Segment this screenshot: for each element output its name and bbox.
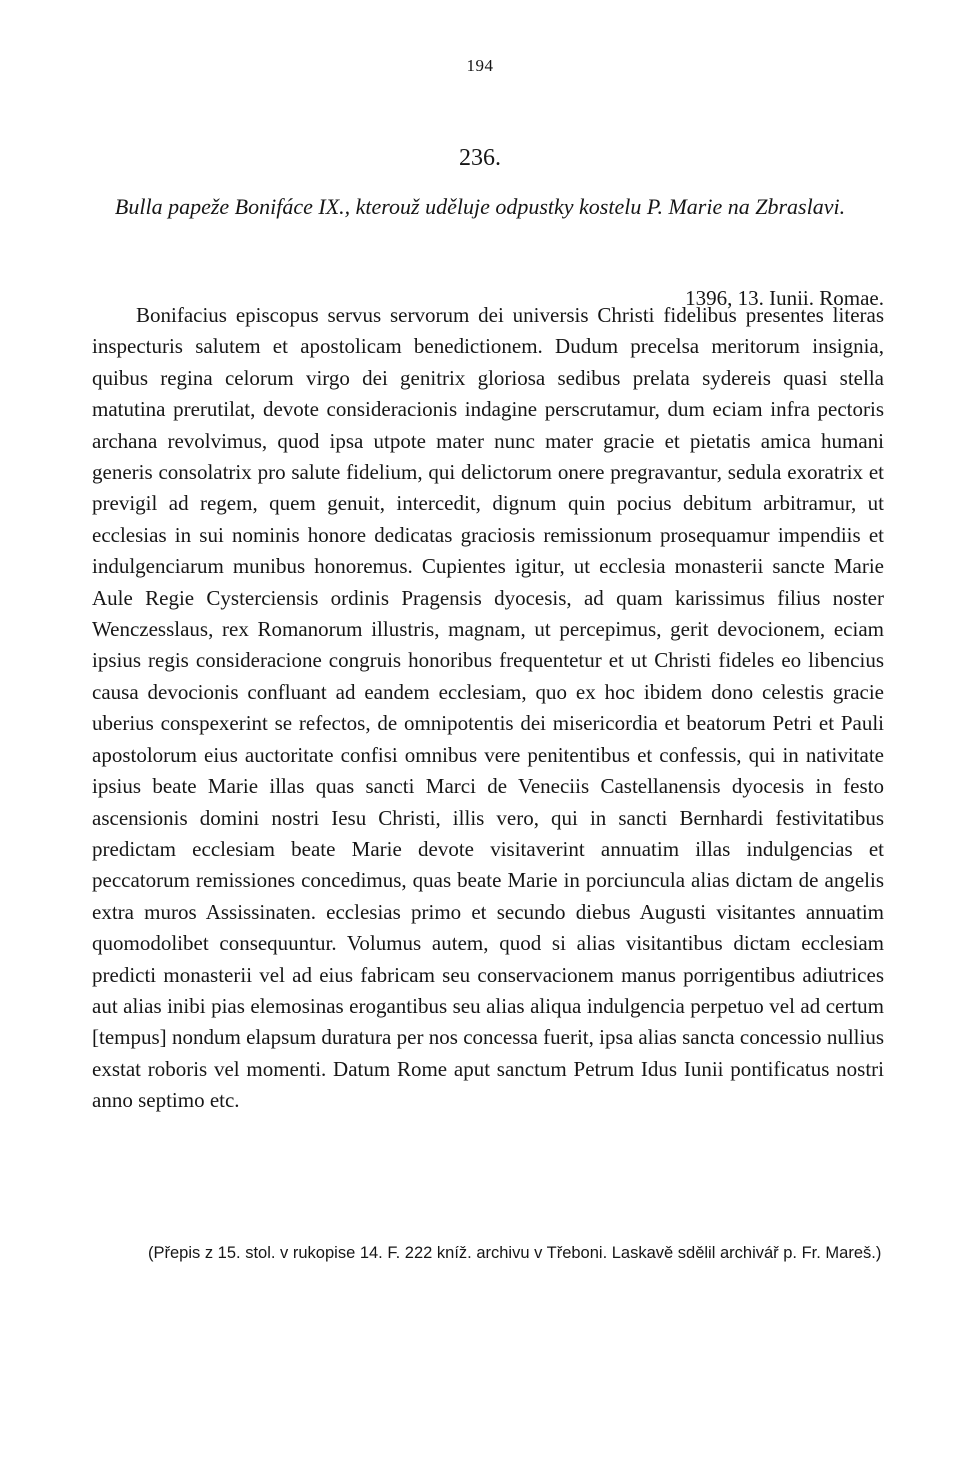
document-title: Bulla papeže Bonifáce IX., kterouž uděluje odpustky kostelu P. Marie na Zbraslavi. xyxy=(114,194,846,219)
document-dateline: 1396, 13. Iunii. Romae. xyxy=(685,286,884,310)
document-number: 236. xyxy=(459,145,501,171)
page-number: 194 xyxy=(466,56,494,75)
document-body: Bonifacius episcopus servus servorum dei universis Christi fidelibus presentes literas inspecturis salutem et apostolicam benedictionem. Dudum precelsa meritorum insignia, quibus regina celorum virgo dei genitrix gloriosa sedibus prelata sydereis quasi stella matutina prerutilat, devote consideracionis indagine perscrutamur, dum eciam infra pectoris archana revolvimus, quod ipsa utpote mater nunc mater gracie et pietatis amica humani generis consolatrix pro salute fidelium, qui delictorum onere pregravantur, sedula exoratrix et previgil ad regem, quem genuit, intercedit, dignum quin pocius debitum arbitramur, ut ecclesias in sui nominis honore dedicatas graciosis remissionum prosequamur impendiis et indulgenciarum munibus honoremus. Cupientes igitur, ut ecclesia monasterii sancte Marie Aule Regie Cysterciensis ordinis Pragensis dyocesis, ad quam karissimus filius noster Wenczesslaus, rex Romanorum illustris, magnam, ut percepimus, gerit devocionem, eciam ipsius regis consideracione congruis honoribus frequentetur et ut Christi fideles eo libencius causa devocionis confluant ad eandem ecclesiam, quo ex hoc ibidem dono celestis gracie uberius conspexerint se refectos, de omnipotentis dei misericordia et beatorum Petri et Pauli apostolorum eius auctoritate confisi omnibus vere penitentibus et confessis, qui in nativitate ipsius beate Marie illas quas sancti Marci de Veneciis Castellanensis dyocesis in festo ascensionis domini nostri Iesu Christi, illis vero, qui in sancti Bernhardi festivitatibus predictam ecclesiam beate Marie devote visitaverint annuatim illas indulgencias et peccatorum remissiones concedimus, quas beate Marie in porciuncula alias dictam de angelis extra muros Assissinaten. ecclesias primo et secundo diebus Augusti visitantes annuatim quomodolibet consequuntur. Volumus autem, quod si alias visitantibus dictam ecclesiam predicti monasterii vel ad eius fabricam seu conservacionem manus porrigentibus adiutrices aut alias inibi pias elemosinas erogantibus seu alias aliqua indulgencia perpetuo vel ad certum [tempus] nondum elapsum duratura per nos concessa fuerit, ipsa alias sancta concessio nullius exstat roboris vel momenti. Datum Rome aput sanctum Petrum Idus Iunii pontificatus nostri anno septimo etc. xyxy=(92,303,884,1113)
source-note: (Přepis z 15. stol. v rukopise 14. F. 222 kníž. archivu v Třeboni. Laskavě sdělil archivář p. Fr. Mareš.) xyxy=(148,1244,882,1262)
